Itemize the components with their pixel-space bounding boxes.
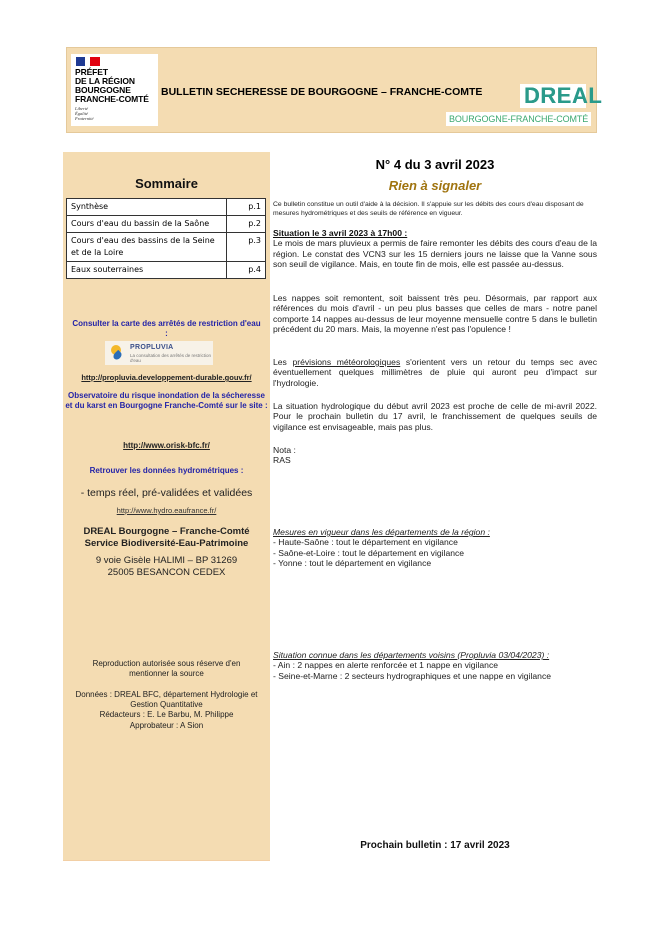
nota-value: RAS: [273, 455, 291, 466]
voisins-heading: Situation connue dans les départements voisins (Propluvia 03/04/2023) :: [273, 650, 550, 660]
toc-page: p.3: [227, 233, 266, 262]
prefet-line: BOURGOGNE: [75, 85, 131, 95]
orisk-link[interactable]: http://www.orisk-bfc.fr/: [123, 441, 210, 450]
propluvia-link[interactable]: http://propluvia.developpement-durable.gouv.fr/: [81, 373, 252, 382]
paragraph-rivers: Le mois de mars pluvieux a permis de faire remonter les débits des cours d'eau de la région. Le constat des VCN3 sur les 15 derniers jours ne laisse que la Vanne sous son seuil de vigilance. Mais, en toute fin de mois, elle est passée au-dessus.: [273, 238, 597, 269]
mesures-heading: Mesures en vigueur dans les départements de la région :: [273, 527, 490, 537]
org-line-1: DREAL Bourgogne – Franche-Comté: [83, 526, 250, 537]
propluvia-logo-title: PROPLUVIA: [130, 344, 174, 351]
nota-label: Nota :: [273, 445, 296, 455]
toc-label[interactable]: Eaux souterraines: [67, 262, 227, 279]
sommaire-title: Sommaire: [135, 176, 198, 191]
bulletin-header: [66, 47, 603, 133]
toc-page: p.2: [227, 216, 266, 233]
mesure-item: - Haute-Saône : tout le département en vigilance: [273, 537, 458, 548]
toc-page: p.1: [227, 199, 266, 216]
propluvia-logo[interactable]: [105, 341, 213, 365]
address-line-1: 9 voie Gisèle HALIMI – BP 31269: [95, 555, 238, 566]
toc-row[interactable]: [67, 262, 266, 279]
status-headline: Rien à signaler: [388, 178, 482, 193]
donnees-credit: Données : DREAL BFC, département Hydrologie et Gestion Quantitative: [75, 690, 258, 709]
prefet-line: PRÉFET: [75, 67, 108, 77]
issue-number: N° 4 du 3 avril 2023: [375, 157, 495, 172]
toc-row[interactable]: [67, 233, 266, 262]
situation-heading: Situation le 3 avril 2023 à 17h00 :: [273, 228, 408, 238]
address-line-2: 25005 BESANCON CEDEX: [107, 567, 226, 578]
toc-label[interactable]: Cours d'eau des bassins de la Seine et de la Loire: [67, 233, 227, 262]
prefet-motto: [75, 106, 94, 121]
intro-text: Ce bulletin constitue un outil d'aide à la décision. Il s'appuie sur les débits des cours d'eau disposant de mesures hydrométriques et des seuils de référence en vigueur.: [273, 201, 584, 217]
restriction-heading: Consulter la carte des arrêtés de restriction d'eau :: [72, 319, 261, 338]
toc-row[interactable]: [67, 216, 266, 233]
prefet-region-logo: [71, 54, 158, 126]
paragraph-forecast: [273, 357, 597, 388]
sidebar: [63, 152, 270, 861]
forecast-link[interactable]: prévisions météorologiques: [292, 357, 401, 367]
voisin-item: - Ain : 2 nappes en alerte renforcée et 1 nappe en vigilance: [273, 660, 499, 671]
dreal-logo: DREAL: [524, 83, 603, 108]
approbateur-credit: Approbateur : A Sion: [129, 721, 204, 730]
bulletin-title: BULLETIN SECHERESSE DE BOURGOGNE – FRANCHE-COMTE: [161, 86, 483, 98]
motto-line: Fraternité: [75, 116, 94, 121]
org-line-2: Service Biodiversité-Eau-Patrimoine: [84, 538, 249, 549]
forecast-prefix: Les: [273, 357, 293, 367]
toc-label[interactable]: Cours d'eau du bassin de la Saône: [67, 216, 227, 233]
mesure-item: - Yonne : tout le département en vigilance: [273, 557, 432, 568]
motto-line: Égalité: [75, 111, 88, 116]
hydro-link[interactable]: http://www.hydro.eaufrance.fr/: [116, 506, 217, 515]
toc-page: p.4: [227, 262, 266, 279]
hydro-heading: Retrouver les données hydrométriques :: [89, 466, 244, 475]
prefet-line: FRANCHE-COMTÉ: [75, 94, 149, 104]
prefet-line: DE LA RÉGION: [75, 76, 135, 86]
paragraph-outlook: La situation hydrologique du début avril 2023 est proche de celle de mi-avril 2022. Pour le prochain bulletin du 17 avril, le franchissement de quelques seuils de vigilance est envisageable, mais pas plus.: [273, 401, 597, 432]
toc-row[interactable]: [67, 199, 266, 216]
dreal-logo-subtitle: BOURGOGNE-FRANCHE-COMTÉ: [446, 112, 591, 126]
voisin-item: - Seine-et-Marne : 2 secteurs hydrographiques et une nappe en vigilance: [273, 670, 552, 681]
mesure-item: - Saône-et-Loire : tout le département en vigilance: [273, 547, 465, 558]
toc-label[interactable]: Synthèse: [67, 199, 227, 216]
prefet-logo-text: [75, 68, 149, 104]
propluvia-logo-subtitle: La consultation des arrêtés de restriction d'eau: [130, 353, 212, 363]
redacteurs-credit: Rédacteurs : E. Le Barbu, M. Philippe: [99, 710, 234, 719]
hydro-text: - temps réel, pré-validées et validées: [80, 487, 253, 499]
table-of-contents: [66, 198, 266, 279]
french-flag-icon: [76, 57, 100, 66]
next-bulletin: Prochain bulletin : 17 avril 2023: [360, 840, 510, 851]
reproduction-notice: Reproduction autorisée sous réserve d'en mentionner la source: [92, 659, 241, 678]
motto-line: Liberté: [75, 106, 88, 111]
observatoire-heading: Observatoire du risque inondation de la sécheresse et du karst en Bourgogne Franche-Comté sur le site :: [65, 391, 268, 410]
forecast-rest: s'orientent vers un retour du temps sec avec éventuellement quelques millimètres de pluie qui auront peu d'impact sur l'hydrologie.: [273, 357, 597, 388]
paragraph-groundwater: Les nappes soit remontent, soit baissent très peu. Désormais, par rapport aux références du mois d'avril - un peu plus basses que celles de mars - notre panel comporte 14 nappes au-dessus de leur moyenne mensuelle contre 5 dans le bulletin précédent du 20 mars. Mais, la moyenne n'est pas l'opulence !: [273, 293, 597, 334]
